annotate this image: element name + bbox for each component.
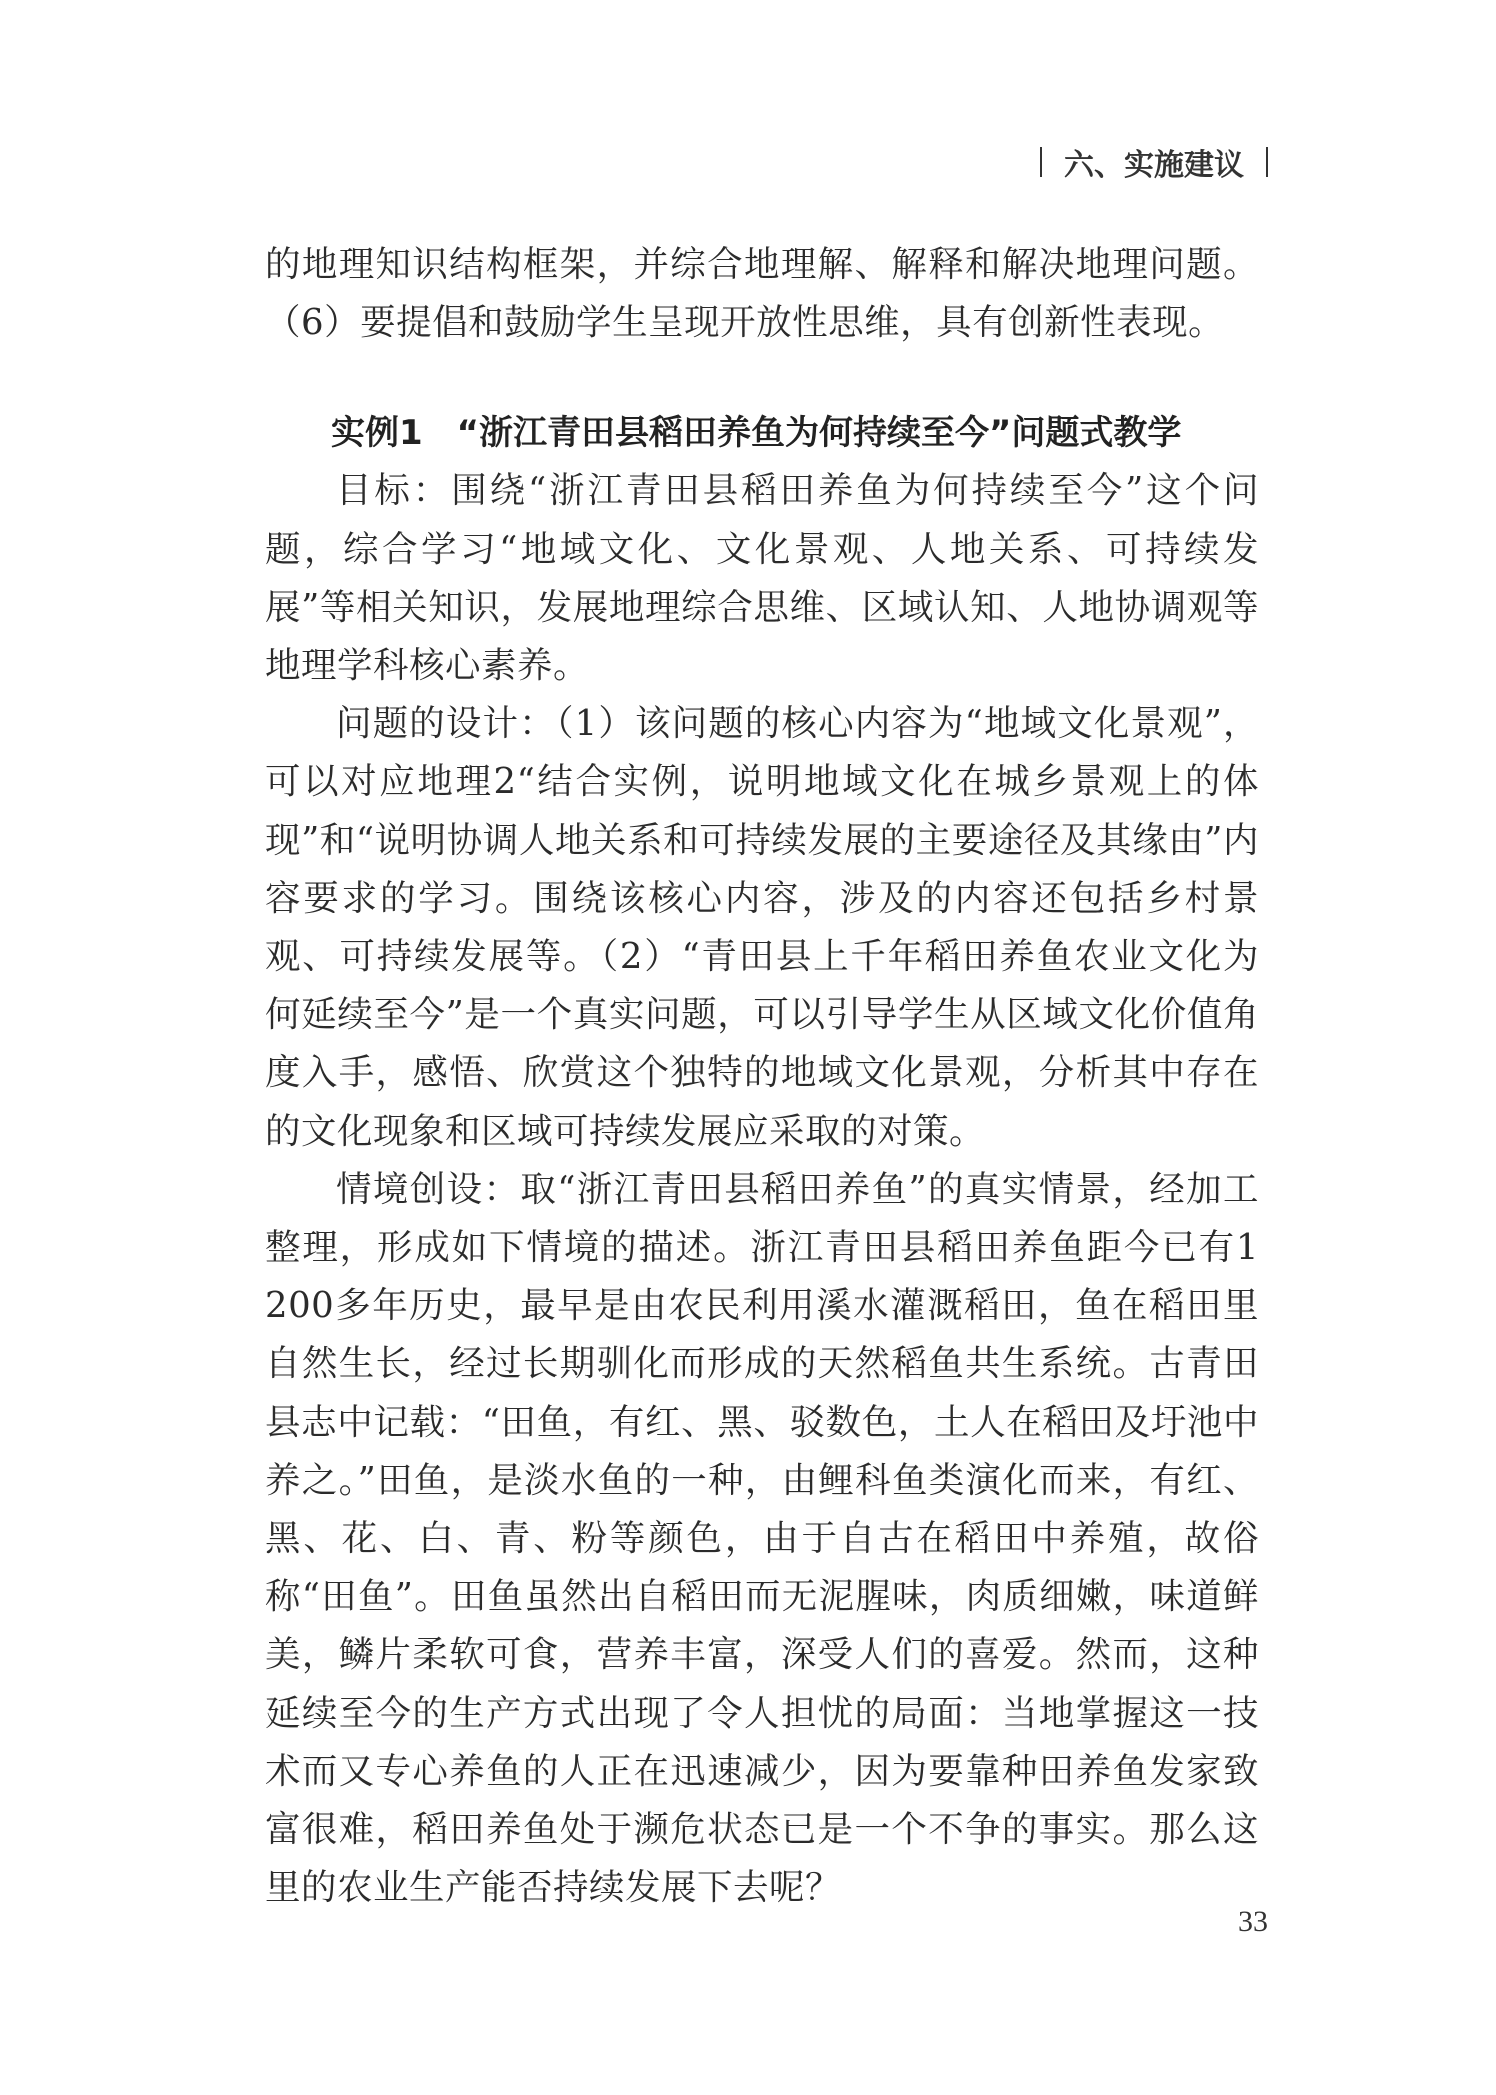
running-head xyxy=(1040,140,1268,184)
situation-paragraph: 情境创设：取“浙江青田县稻田养鱼”的真实情景，经加工整理，形成如下情境的描述。浙江青田县稻田养鱼距今已有1 200多年历史，最早是由农民利用溪水灌溉稻田，鱼在稻田里自然生长，经过长期驯化而形成的天然稻鱼共生系统。古青田县志中记载：“田鱼，有红、黑、驳数色，土人在稻田及圩池中养之。”田鱼，是淡水鱼的一种，由鲤科鱼类演化而来，有红、黑、花、白、青、粉等颜色，由于自古在稻田中养殖，故俗称“田鱼”。田鱼虽然出自稻田而无泥腥味，肉质细嫩，味道鲜美，鳞片柔软可食，营养丰富，深受人们的喜爱。然而，这种延续至今的生产方式出现了令人担忧的局面：当地掌握这一技术而又专心养鱼的人正在迅速减少，因为要靠种田养鱼发家致富很难，稻田养鱼处于濒危状态已是一个不争的事实。那么这里的农业生产能否持续发展下去呢？ xyxy=(265,1168,1259,1909)
page-number: 33 xyxy=(1238,1905,1268,1938)
goal-paragraph: 目标：围绕“浙江青田县稻田养鱼为何持续至今”这个问题，综合学习“地域文化、文化景观、人地关系、可持续发展”等相关知识，发展地理综合思维、区域认知、人地协调观等地理学科核心素养。 xyxy=(265,470,1259,687)
intro-paragraph: 的地理知识结构框架，并综合地理解、解释和解决地理问题。（6）要提倡和鼓励学生呈现开放性思维，具有创新性表现。 xyxy=(265,244,1259,344)
header-divider-right xyxy=(1266,147,1268,177)
header-divider-left xyxy=(1040,147,1042,177)
section-title: 六、实施建议 xyxy=(1064,148,1244,183)
page-content xyxy=(265,236,1259,1917)
design-paragraph: 问题的设计：（1）该问题的核心内容为“地域文化景观”，可以对应地理2“结合实例，说明地域文化在城乡景观上的体现”和“说明协调人地关系和可持续发展的主要途径及其缘由”内容要求的学习。围绕该核心内容，涉及的内容还包括乡村景观、可持续发展等。（2）“青田县上千年稻田养鱼农业文化为何延续至今”是一个真实问题，可以引导学生从区域文化价值角度入手，感悟、欣赏这个独特的地域文化景观，分析其中存在的文化现象和区域可持续发展应采取的对策。 xyxy=(265,703,1259,1152)
example-heading: 实例1 “浙江青田县稻田养鱼为何持续至今”问题式教学 xyxy=(331,413,1182,454)
